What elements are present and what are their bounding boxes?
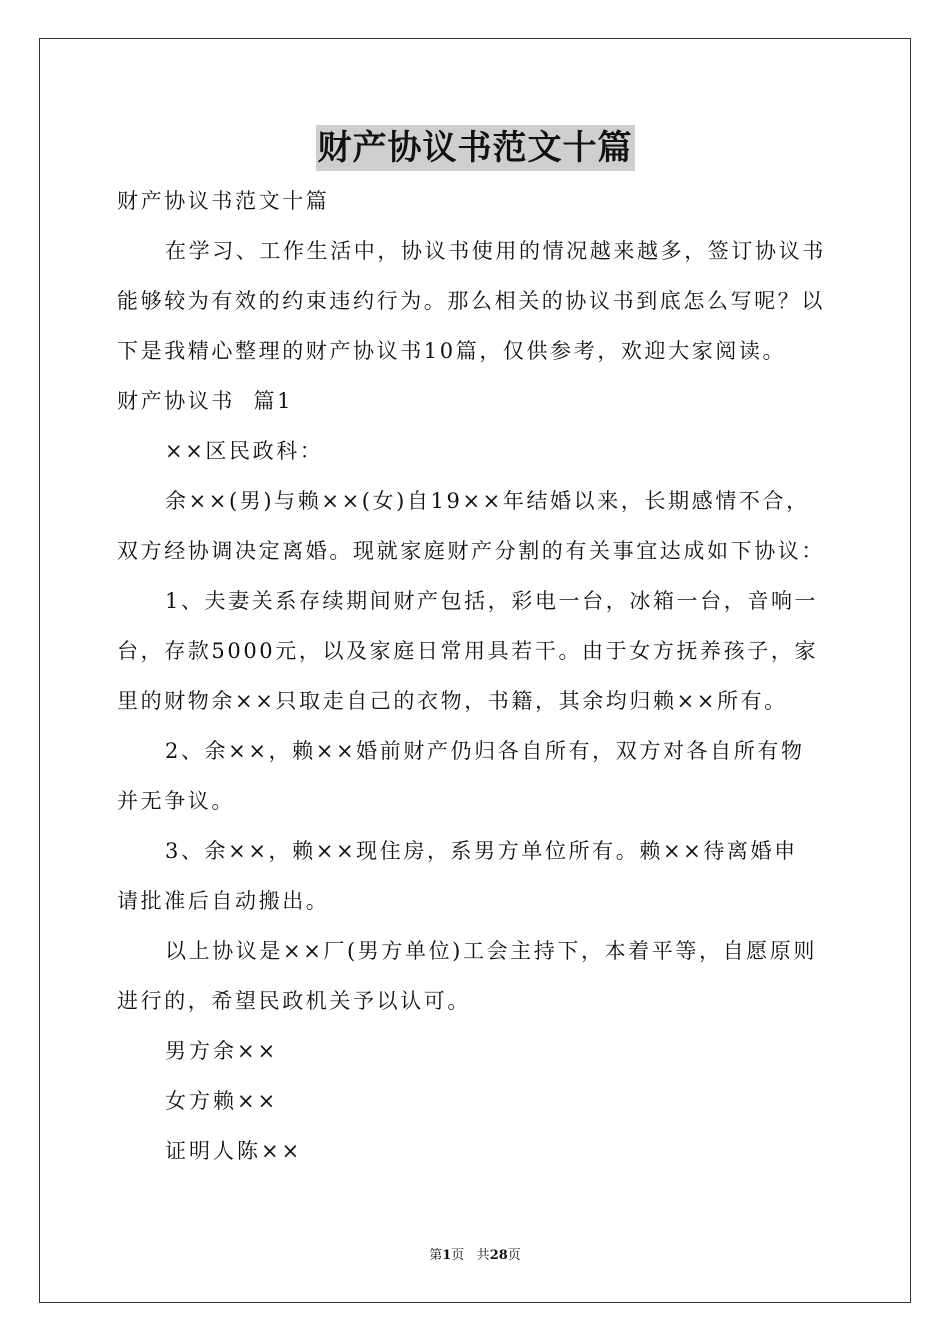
para1-line-2: 双方经协调决定离婚。现就家庭财产分割的有关事宜达成如下协议： <box>117 539 825 563</box>
para1-line-1: 余××(男)与赖××(女)自19××年结婚以来，长期感情不合， <box>165 489 810 513</box>
item2-line-1: 2、余××，赖××婚前财产仍归各自所有，双方对各自所有物 <box>165 739 805 763</box>
signature-witness: 证明人陈×× <box>165 1139 303 1163</box>
signature-male: 男方余×× <box>165 1039 279 1063</box>
page-suffix: 页 <box>451 1248 465 1263</box>
item1-line-3: 里的财物余××只取走自己的衣物，书籍，其余均归赖××所有。 <box>117 689 788 713</box>
intro-line-3: 下是我精心整理的财产协议书10篇，仅供参考，欢迎大家阅读。 <box>117 339 787 363</box>
total-prefix: 共 <box>476 1248 490 1263</box>
item1-line-1: 1、夫妻关系存续期间财产包括，彩电一台，冰箱一台，音响一 <box>165 589 819 613</box>
intro-line-2: 能够较为有效的约束违约行为。那么相关的协议书到底怎么写呢？以 <box>117 289 825 313</box>
item2-line-2: 并无争议。 <box>117 789 235 813</box>
subtitle: 财产协议书范文十篇 <box>117 189 330 213</box>
total-pages: 28 <box>489 1248 508 1263</box>
closing-line-2: 进行的，希望民政机关予以认可。 <box>117 989 471 1013</box>
closing-line-1: 以上协议是××厂(男方单位)工会主持下，本着平等，自愿原则 <box>165 939 817 963</box>
signature-female: 女方赖×× <box>165 1089 279 1113</box>
item3-line-2: 请批准后自动搬出。 <box>117 889 330 913</box>
page-number: 1 <box>442 1248 452 1263</box>
addressee: ××区民政科： <box>165 439 324 463</box>
document-title-text: 财产协议书范文十篇 <box>316 125 635 171</box>
document-title <box>0 125 950 171</box>
intro-line-1: 在学习、工作生活中，协议书使用的情况越来越多，签订协议书 <box>165 239 826 263</box>
item3-line-1: 3、余××，赖××现住房，系男方单位所有。赖××待离婚申 <box>165 839 798 863</box>
item1-line-2: 台，存款5000元，以及家庭日常用具若干。由于女方抚养孩子，家 <box>117 639 819 663</box>
section-heading: 财产协议书 篇1 <box>117 389 294 413</box>
total-suffix: 页 <box>507 1248 521 1263</box>
document-body <box>117 176 842 1176</box>
page-footer <box>0 1246 950 1266</box>
page-prefix: 第 <box>429 1248 443 1263</box>
